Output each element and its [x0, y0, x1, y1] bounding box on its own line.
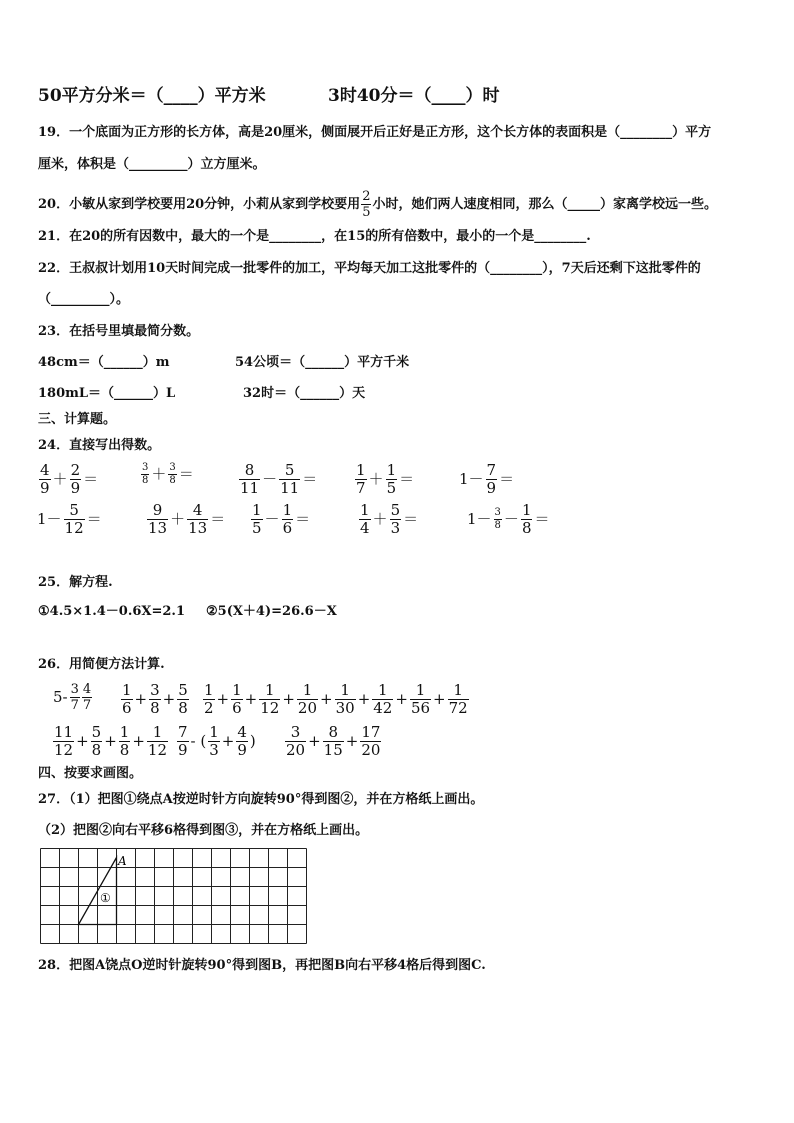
fraction: $\frac{5}{3}$ — [390, 501, 401, 537]
fraction: $\frac{1}{6}$ — [282, 501, 293, 537]
q20-line — [38, 190, 717, 219]
fraction: $\frac{5}{8}$ — [178, 681, 188, 717]
fraction: $\frac{1}{12}$ — [147, 723, 168, 759]
q24-expression — [38, 463, 99, 496]
operator: + — [345, 732, 359, 750]
operator: ＋ — [170, 510, 186, 528]
operator: ＋ — [151, 465, 167, 483]
fraction: $\frac{5}{12}$ — [64, 501, 84, 537]
equals-sign: ＝ — [210, 510, 226, 528]
equals-sign: ＝ — [403, 510, 419, 528]
fraction: $\frac{1}{6}$ — [232, 681, 242, 717]
operator: + — [357, 690, 371, 708]
point-a-label: A — [118, 854, 127, 868]
operator: － — [264, 510, 280, 528]
fraction: $\frac{3}{20}$ — [286, 723, 306, 759]
fraction: $\frac{5}{11}$ — [280, 461, 300, 497]
q26-expression-6 — [284, 725, 382, 758]
section-4-heading: 四、按要求画图。 — [38, 766, 143, 781]
fraction: $\frac{1}{3}$ — [209, 723, 219, 759]
q20-text-pre: 20．小敏从家到学校要用20分钟，小莉从家到学校要用 — [38, 197, 361, 212]
operator: － — [503, 510, 519, 528]
fraction: $\frac{3}{8}$ — [494, 507, 501, 531]
fraction: $\frac{1}{5}$ — [386, 461, 397, 497]
q23-title: 23．在括号里填最简分数。 — [38, 324, 200, 339]
operator: + — [104, 732, 117, 750]
q25-equation-2: ②5(X＋4)=26.6－X — [206, 604, 337, 619]
q26-expression-2 — [120, 683, 190, 716]
fraction: $\frac{1}{7}$ — [356, 461, 366, 497]
operator: + — [433, 690, 446, 708]
fraction: $\frac{1}{30}$ — [335, 681, 355, 717]
grid-lines — [41, 849, 307, 944]
q22-line2: （_________）。 — [38, 292, 130, 307]
fraction: $\frac{3}{8}$ — [142, 462, 149, 486]
operator: － — [262, 470, 278, 488]
fraction: $\frac{4}{7}$ — [82, 682, 92, 713]
q18-part-b: 3时40分＝（____）时 — [328, 86, 500, 106]
q19-line2: 厘米，体积是（_________）立方厘米。 — [38, 157, 266, 172]
q26-expression-1 — [52, 683, 93, 712]
q23-item-a: 48cm＝（______）m — [38, 355, 170, 370]
fraction: $\frac{1}{8}$ — [119, 723, 130, 759]
q27-line1: 27．（1）把图①绕点A按逆时针方向旋转90°得到图②，并在方格纸上画出。 — [38, 792, 484, 807]
operator: + — [244, 690, 258, 708]
fraction: $\frac{4}{9}$ — [40, 461, 50, 497]
q23-item-d: 32时＝（______）天 — [243, 386, 366, 401]
operator: ＋ — [368, 470, 384, 488]
fraction: $\frac{1}{72}$ — [448, 681, 468, 717]
fraction: $\frac{7}{9}$ — [486, 461, 497, 497]
operator: + — [134, 690, 148, 708]
fraction: $\frac{1}{20}$ — [297, 681, 318, 717]
fraction: $\frac{5}{8}$ — [91, 723, 102, 759]
fraction: $\frac{1}{5}$ — [252, 501, 262, 537]
q24-expression — [238, 463, 318, 496]
q19-line1: 19．一个底面为正方形的长方体，高是20厘米，侧面展开后正好是正方形，这个长方体的表面积是（________）平方 — [38, 125, 712, 140]
q18-part-a: 50平方分米＝（____）平方米 — [38, 86, 266, 106]
q24-expression — [140, 463, 195, 486]
q24-expression — [358, 503, 419, 536]
operator: + — [76, 732, 89, 750]
equals-sign: ＝ — [534, 510, 550, 528]
q28-line: 28．把图A饶点O逆时针旋转90°得到图B，再把图B向右平移4格后得到图C. — [38, 958, 486, 973]
fraction: $\frac{17}{20}$ — [361, 723, 381, 759]
fraction: $\frac{8}{11}$ — [240, 461, 260, 497]
q20-fraction: $\frac{2}{5}$ — [362, 189, 371, 220]
q24-title: 24．直接写出得数。 — [38, 438, 161, 453]
section-3-heading: 三、计算题。 — [38, 412, 117, 427]
operator: + — [282, 690, 295, 708]
q25-equation-1: ①4.5×1.4－0.6X=2.1 — [38, 604, 185, 619]
fraction: $\frac{11}{12}$ — [54, 723, 74, 759]
operator: + — [216, 690, 230, 708]
operator: + — [221, 732, 235, 750]
equals-sign: ＝ — [295, 510, 311, 528]
fraction: $\frac{7}{9}$ — [178, 723, 188, 759]
q20-text-post: 小时，她们两人速度相同，那么（_____）家离学校远一些。 — [372, 197, 717, 212]
q23-item-b: 54公顷＝（______）平方千米 — [235, 355, 410, 370]
close-paren: ) — [249, 732, 256, 750]
q22-line1: 22．王叔叔计划用10天时间完成一批零件的加工，平均每天加工这批零件的（________），7天后还剩下这批零件的 — [38, 261, 701, 276]
fraction: $\frac{1}{6}$ — [122, 681, 132, 717]
q23-item-c: 180mL＝（______）L — [38, 386, 176, 401]
lead-term: 1－ — [459, 470, 484, 488]
lead-term: 1－ — [467, 510, 492, 528]
equals-sign: ＝ — [178, 465, 194, 483]
q24-expression — [458, 463, 515, 496]
fraction: $\frac{2}{9}$ — [70, 461, 81, 497]
operator: + — [162, 690, 176, 708]
q26-expression-4 — [52, 725, 169, 758]
fraction: $\frac{9}{13}$ — [148, 501, 168, 537]
operator: ＋ — [52, 470, 68, 488]
fraction: $\frac{8}{15}$ — [323, 723, 343, 759]
q21-line: 21．在20的所有因数中，最大的一个是________，在15的所有倍数中，最小的一个是________. — [38, 229, 591, 244]
q25-title: 25．解方程. — [38, 575, 113, 590]
equals-sign: ＝ — [302, 470, 318, 488]
operator: ＋ — [372, 510, 388, 528]
fraction: $\frac{1}{42}$ — [373, 681, 393, 717]
fraction: $\frac{1}{2}$ — [204, 681, 214, 717]
operator: + — [320, 690, 333, 708]
fraction: $\frac{4}{9}$ — [237, 723, 247, 759]
q26-expression-3 — [202, 683, 470, 716]
minus-open-paren: - ( — [190, 732, 207, 750]
fraction: $\frac{1}{12}$ — [260, 681, 280, 717]
fraction: $\frac{3}{8}$ — [150, 681, 160, 717]
lead-term: 5- — [53, 688, 68, 706]
fraction: $\frac{1}{8}$ — [521, 501, 532, 537]
q27-line2: （2）把图②向右平移6格得到图③，并在方格纸上画出。 — [38, 823, 369, 838]
operator: + — [395, 690, 408, 708]
fraction: $\frac{1}{56}$ — [410, 681, 431, 717]
operator: + — [132, 732, 145, 750]
q24-expression — [354, 463, 415, 496]
equals-sign: ＝ — [399, 470, 415, 488]
fraction: $\frac{4}{13}$ — [188, 501, 208, 537]
equals-sign: ＝ — [86, 510, 102, 528]
operator: + — [308, 732, 321, 750]
fraction: $\frac{3}{8}$ — [169, 462, 176, 486]
figure-1-label: ① — [100, 891, 111, 905]
q24-expression — [250, 503, 311, 536]
equals-sign: ＝ — [499, 470, 515, 488]
q24-expression — [36, 503, 103, 536]
q24-expression — [466, 503, 551, 536]
equals-sign: ＝ — [83, 470, 99, 488]
fraction: $\frac{3}{7}$ — [70, 682, 79, 713]
q26-expression-5 — [176, 725, 257, 758]
lead-term: 1－ — [37, 510, 62, 528]
q27-grid-paper[interactable] — [40, 848, 308, 944]
q24-expression — [146, 503, 226, 536]
fraction: $\frac{1}{4}$ — [360, 501, 370, 537]
q26-title: 26．用简便方法计算. — [38, 657, 165, 672]
